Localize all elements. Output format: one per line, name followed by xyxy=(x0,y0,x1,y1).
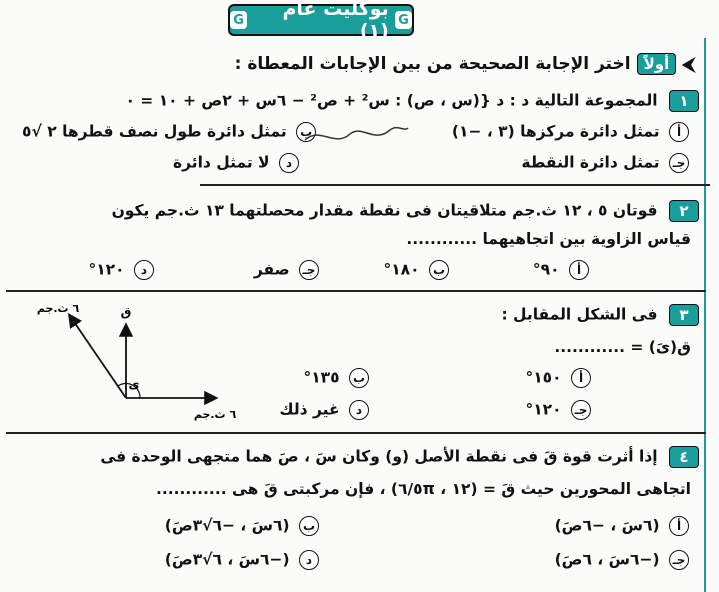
option-text: تمثل دائرة طول نصف قطرها ٢ √٥ xyxy=(22,122,287,141)
question-text: قوتان ٥ ، ١٢ ث.جم متلاقيتان فى نقطة مقدار محصلتهما ١٣ ث.جم يكون xyxy=(111,201,658,220)
option-text: ١٨٠° xyxy=(383,260,420,279)
q3-option-c[interactable] xyxy=(525,400,591,420)
question-3-stem xyxy=(501,304,699,326)
option-text: ١٢٠° xyxy=(88,260,125,279)
section-title: اختر الإجابة الصحيحة من بين الإجابات المعطاة : xyxy=(234,54,631,74)
top-left-force-label: ٦ ث.جم xyxy=(36,302,80,315)
question-text-2: قياس الزاوية بين اتجاهيهما ............ xyxy=(406,230,691,248)
option-letter: ب xyxy=(296,122,316,142)
question-number: ٣ xyxy=(669,304,699,326)
option-letter: جـ xyxy=(669,550,689,570)
option-text: ١٢٠° xyxy=(525,400,562,419)
q4-option-d[interactable] xyxy=(165,550,319,570)
question-number: ١ xyxy=(669,90,699,112)
option-text: غير ذلك xyxy=(279,400,340,419)
option-text: (٦سَ ، −٦صَ) xyxy=(554,516,660,535)
q2-option-c[interactable] xyxy=(254,260,319,280)
q3-option-a[interactable] xyxy=(525,368,591,388)
question-2-stem-2 xyxy=(406,230,691,248)
divider xyxy=(200,184,710,186)
arrow-icon: ⮜ xyxy=(682,53,695,75)
option-text: تمثل دائرة النقطة xyxy=(521,153,660,172)
banner-cap-left: G xyxy=(230,11,247,29)
q4-option-a[interactable] xyxy=(555,516,689,536)
handwritten-scribble xyxy=(300,118,410,158)
force-diagram xyxy=(30,298,250,428)
option-text: صفر xyxy=(253,260,290,279)
question-3-stem-2 xyxy=(554,338,691,356)
top-force-label: ق xyxy=(120,305,132,319)
question-text-2: اتجاهى المحورين حيث قَ = (١٢ ، ٥π/٦) ، فإن مركبتى قَ هى ............ xyxy=(155,480,691,498)
banner xyxy=(228,0,414,42)
option-letter: جـ xyxy=(299,260,319,280)
option-letter: د xyxy=(134,260,154,280)
option-letter: أ xyxy=(669,122,689,142)
option-letter: د xyxy=(299,550,319,570)
option-text: (−٦سَ ، ٦√٣صَ) xyxy=(164,550,290,569)
q1-option-c[interactable] xyxy=(521,153,689,173)
option-letter: ب xyxy=(299,516,319,536)
option-text: ٩٠° xyxy=(532,260,560,279)
option-text: تمثل دائرة مركزها (٣ ، −١) xyxy=(451,122,660,141)
option-letter: د xyxy=(349,400,369,420)
option-text: (٦سَ ، −٦√٣صَ) xyxy=(164,516,290,535)
option-letter: د xyxy=(279,153,299,173)
q1-option-a[interactable] xyxy=(452,122,689,142)
q1-option-b[interactable] xyxy=(22,122,316,142)
question-1-stem xyxy=(125,90,699,112)
question-text: المجموعة التالية د : د {(س ، ص) : س² + ص² − ٦س + ٢ص + ١٠ = ٠ xyxy=(125,91,658,110)
q4-option-c[interactable] xyxy=(555,550,689,570)
question-text: إذا أثرت قوة قَ فى نقطة الأصل (و) وكان سَ ، صَ هما متجهى الوحدة فى xyxy=(100,447,658,466)
option-letter: أ xyxy=(569,260,589,280)
q2-option-a[interactable] xyxy=(533,260,589,280)
option-letter: جـ xyxy=(571,400,591,420)
question-number: ٤ xyxy=(669,446,699,468)
q3-option-b[interactable] xyxy=(303,368,369,388)
section-header xyxy=(235,50,695,78)
question-text-2: ق(ىَ) = ............ xyxy=(554,338,691,356)
option-letter: أ xyxy=(669,516,689,536)
angle-label: ى xyxy=(128,377,140,391)
option-text: ١٥٠° xyxy=(525,368,562,387)
q4-option-b[interactable] xyxy=(165,516,319,536)
force-vector-left xyxy=(70,316,126,398)
banner-title: بوكليت عام (١) xyxy=(282,0,389,42)
option-letter: ب xyxy=(429,260,449,280)
option-text: لا تمثل دائرة xyxy=(173,153,270,172)
question-text: فى الشكل المقابل : xyxy=(501,305,658,324)
question-2-stem xyxy=(112,200,699,222)
option-letter: جـ xyxy=(669,153,689,173)
q2-option-b[interactable] xyxy=(383,260,449,280)
option-letter: أ xyxy=(571,368,591,388)
divider xyxy=(6,432,706,434)
q3-option-d[interactable] xyxy=(279,400,369,420)
section-tag: أولاً xyxy=(637,53,677,75)
banner-cap-right: G xyxy=(395,11,412,29)
option-letter: ب xyxy=(349,368,369,388)
divider xyxy=(6,290,706,292)
question-4-stem-2 xyxy=(156,480,691,498)
option-text: ١٣٥° xyxy=(303,368,340,387)
question-number: ٢ xyxy=(669,200,699,222)
question-4-stem xyxy=(100,446,699,468)
q2-option-d[interactable] xyxy=(88,260,154,280)
option-text: (−٦سَ ، ٦صَ) xyxy=(554,550,660,569)
q1-option-d[interactable] xyxy=(173,153,299,173)
bottom-force-label: ٦ ث.جم xyxy=(193,408,237,421)
